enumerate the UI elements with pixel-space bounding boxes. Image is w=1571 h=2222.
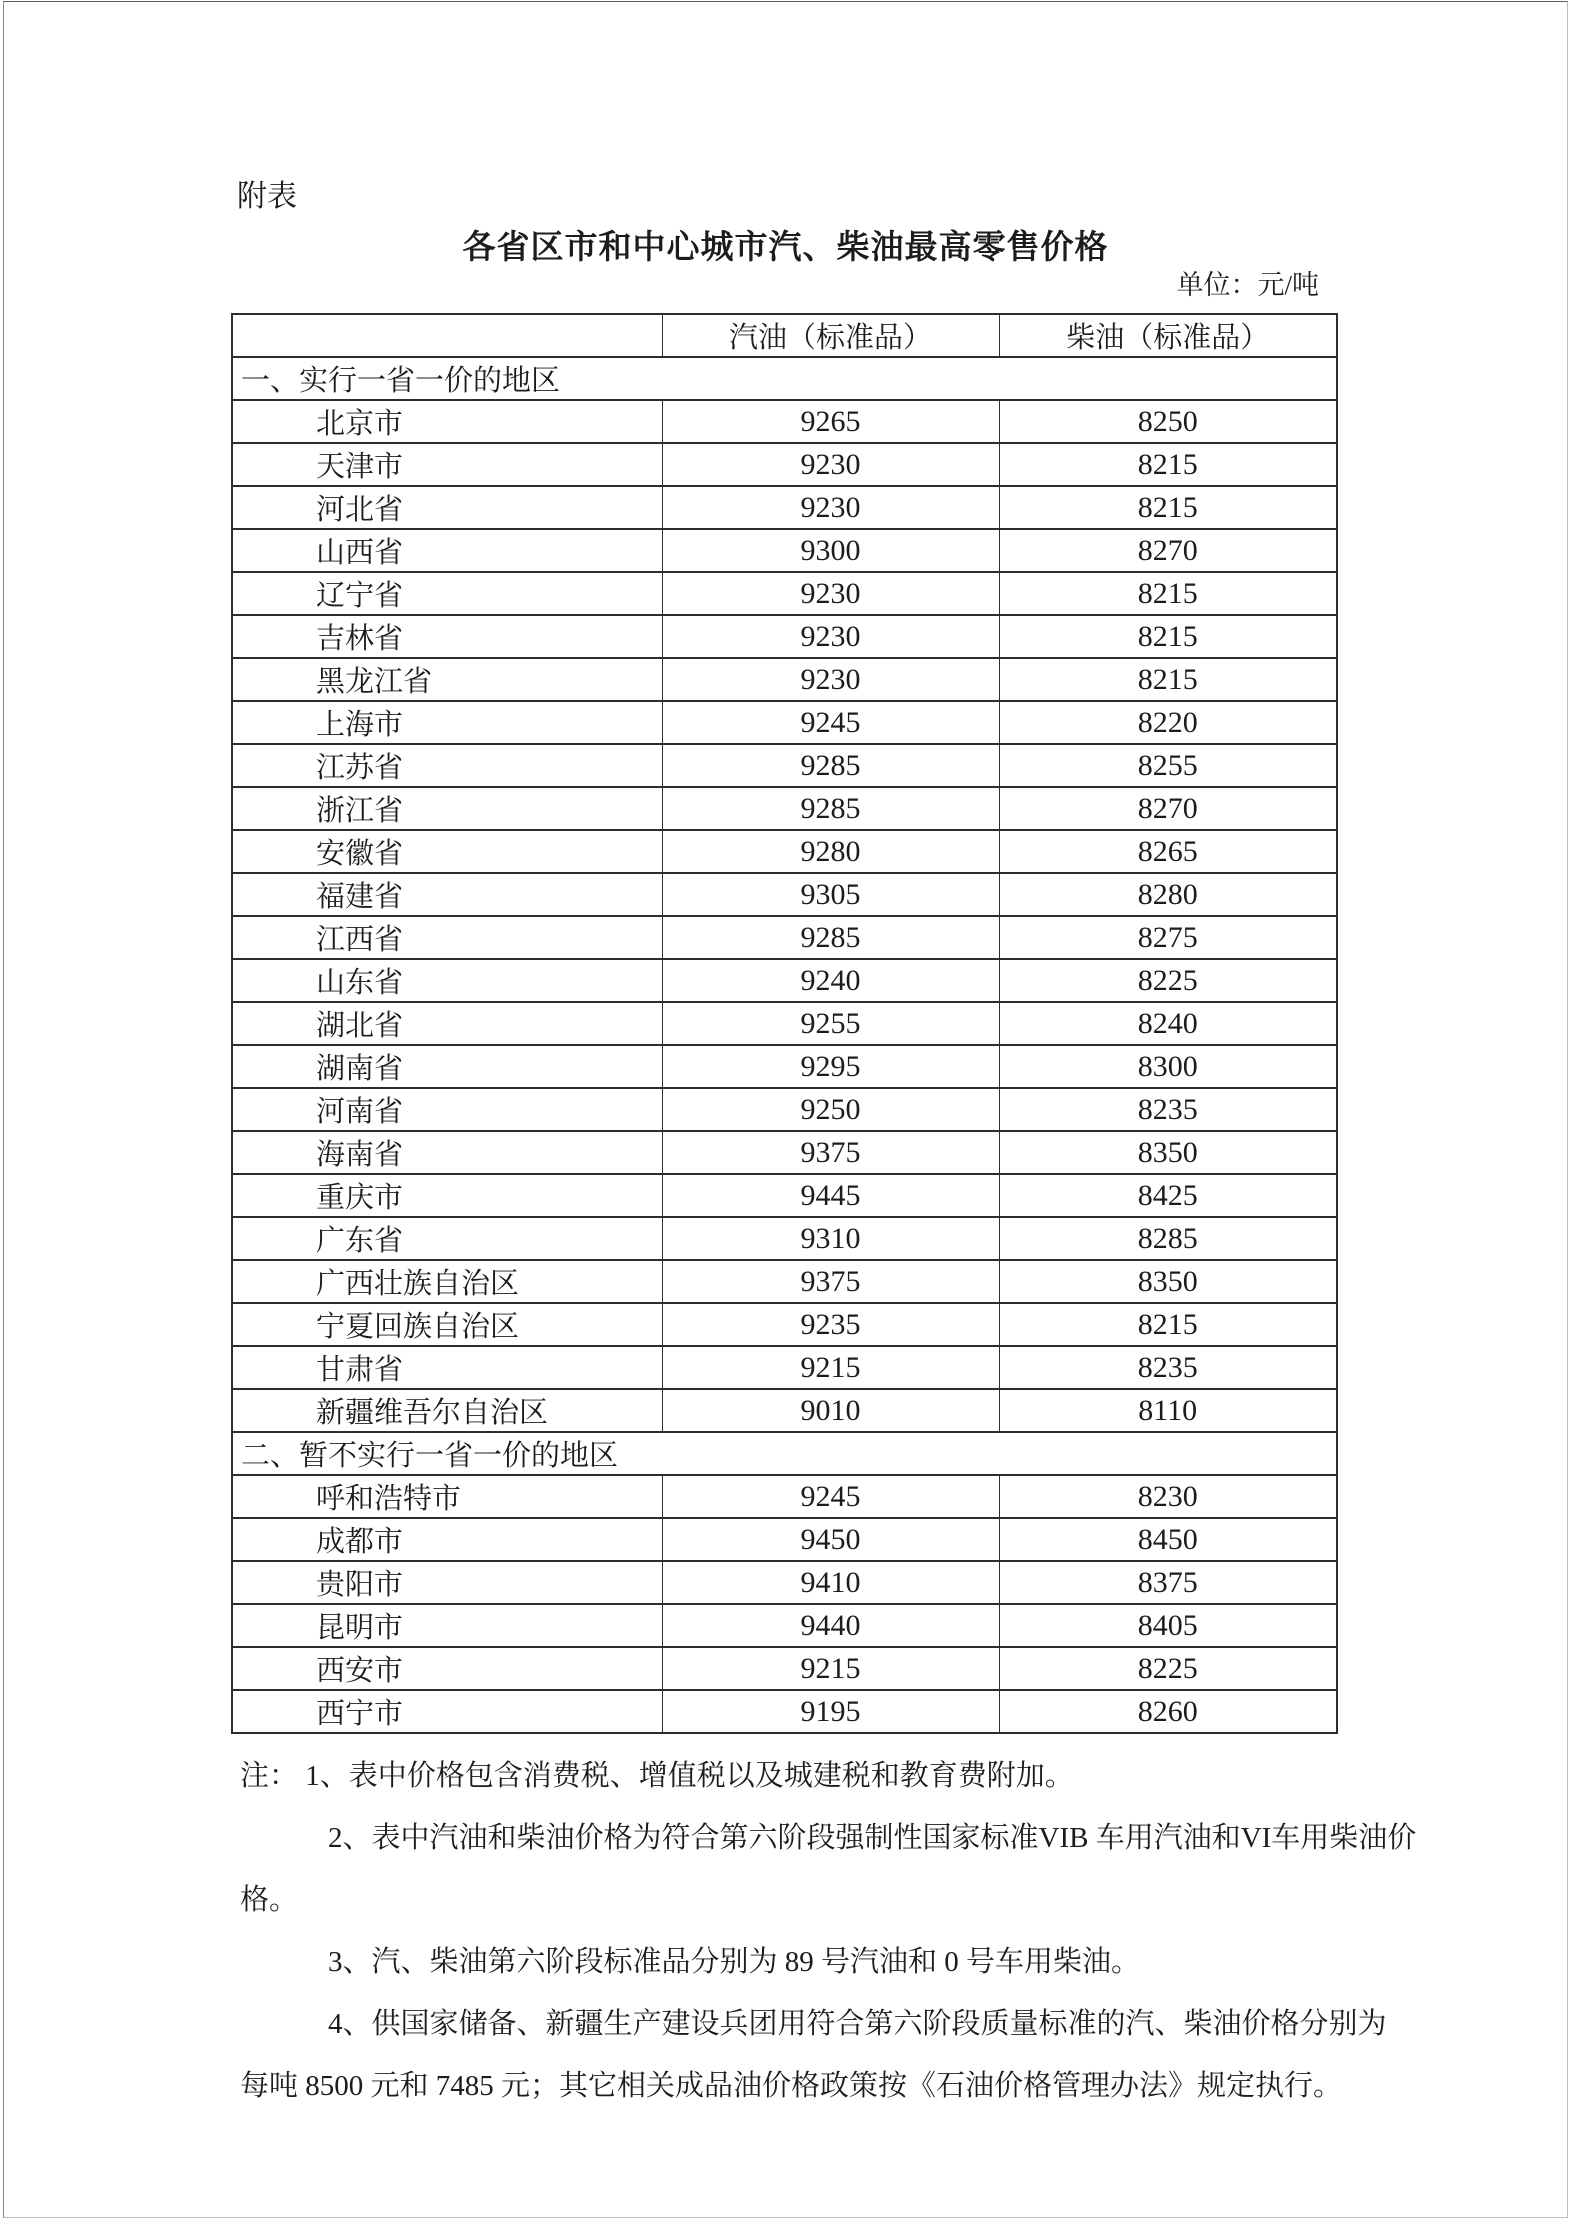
gasoline-price-cell: 9285 (662, 916, 999, 959)
diesel-price-cell: 8425 (999, 1174, 1337, 1217)
diesel-price-cell: 8405 (999, 1604, 1337, 1647)
diesel-price-cell: 8110 (999, 1389, 1337, 1432)
region-cell: 山东省 (232, 959, 662, 1002)
note-line: 注： 1、表中价格包含消费税、增值税以及城建税和教育费附加。 (240, 1760, 1074, 1792)
table-row (232, 1002, 1337, 1045)
table-row (232, 572, 1337, 615)
gasoline-price-cell: 9230 (662, 486, 999, 529)
table-row (232, 1389, 1337, 1432)
gasoline-price-cell: 9245 (662, 1475, 999, 1518)
note-line: 每吨 8500 元和 7485 元；其它相关成品油价格政策按《石油价格管理办法》规定执行。 (240, 2070, 1343, 2102)
table-row (232, 916, 1337, 959)
diesel-price-cell: 8375 (999, 1561, 1337, 1604)
gasoline-price-cell: 9230 (662, 615, 999, 658)
table-row (232, 1088, 1337, 1131)
attachment-label: 附表 (237, 180, 297, 213)
diesel-price-cell: 8215 (999, 615, 1337, 658)
region-cell: 甘肃省 (232, 1346, 662, 1389)
gasoline-price-cell: 9310 (662, 1217, 999, 1260)
region-cell: 西宁市 (232, 1690, 662, 1733)
diesel-price-cell: 8235 (999, 1346, 1337, 1389)
table-row (232, 1131, 1337, 1174)
gasoline-price-cell: 9235 (662, 1303, 999, 1346)
gasoline-price-cell: 9285 (662, 787, 999, 830)
gasoline-price-cell: 9215 (662, 1647, 999, 1690)
gasoline-price-cell: 9010 (662, 1389, 999, 1432)
notes (240, 1745, 1440, 2117)
region-column-header (232, 314, 662, 357)
section-header-cell: 一、实行一省一价的地区 (232, 357, 1337, 400)
table-row (232, 400, 1337, 443)
region-cell: 广西壮族自治区 (232, 1260, 662, 1303)
section-header-cell: 二、暂不实行一省一价的地区 (232, 1432, 1337, 1475)
table-row (232, 1260, 1337, 1303)
region-cell: 西安市 (232, 1647, 662, 1690)
region-cell: 辽宁省 (232, 572, 662, 615)
region-cell: 新疆维吾尔自治区 (232, 1389, 662, 1432)
diesel-price-cell: 8300 (999, 1045, 1337, 1088)
gasoline-price-cell: 9375 (662, 1131, 999, 1174)
diesel-price-cell: 8270 (999, 787, 1337, 830)
note-line: 2、表中汽油和柴油价格为符合第六阶段强制性国家标准VIB 车用汽油和VI车用柴油价 (328, 1822, 1417, 1854)
region-cell: 贵阳市 (232, 1561, 662, 1604)
region-cell: 湖北省 (232, 1002, 662, 1045)
region-cell: 河北省 (232, 486, 662, 529)
table-row (232, 744, 1337, 787)
diesel-column-header: 柴油（标准品） (999, 314, 1337, 357)
diesel-price-cell: 8280 (999, 873, 1337, 916)
table-row (232, 1475, 1337, 1518)
gasoline-price-cell: 9230 (662, 658, 999, 701)
table-row (232, 1217, 1337, 1260)
table-row (232, 701, 1337, 744)
diesel-price-cell: 8240 (999, 1002, 1337, 1045)
price-table-body (232, 357, 1337, 1733)
table-row (232, 486, 1337, 529)
region-cell: 江西省 (232, 916, 662, 959)
region-cell: 安徽省 (232, 830, 662, 873)
table-row (232, 873, 1337, 916)
diesel-price-cell: 8260 (999, 1690, 1337, 1733)
diesel-price-cell: 8450 (999, 1518, 1337, 1561)
gasoline-price-cell: 9230 (662, 443, 999, 486)
region-cell: 江苏省 (232, 744, 662, 787)
diesel-price-cell: 8285 (999, 1217, 1337, 1260)
region-cell: 吉林省 (232, 615, 662, 658)
region-cell: 山西省 (232, 529, 662, 572)
unit-label: 单位：元/吨 (1176, 270, 1319, 300)
table-row (232, 615, 1337, 658)
region-cell: 北京市 (232, 400, 662, 443)
gasoline-price-cell: 9255 (662, 1002, 999, 1045)
region-cell: 浙江省 (232, 787, 662, 830)
gasoline-price-cell: 9295 (662, 1045, 999, 1088)
region-cell: 重庆市 (232, 1174, 662, 1217)
note-line: 格。 (240, 1884, 299, 1916)
note-line: 4、供国家储备、新疆生产建设兵团用符合第六阶段质量标准的汽、柴油价格分别为 (328, 2008, 1387, 2040)
diesel-price-cell: 8350 (999, 1131, 1337, 1174)
region-cell: 广东省 (232, 1217, 662, 1260)
section-header-row (232, 1432, 1337, 1475)
gasoline-price-cell: 9450 (662, 1518, 999, 1561)
region-cell: 福建省 (232, 873, 662, 916)
gasoline-price-cell: 9215 (662, 1346, 999, 1389)
diesel-price-cell: 8275 (999, 916, 1337, 959)
region-cell: 湖南省 (232, 1045, 662, 1088)
region-cell: 天津市 (232, 443, 662, 486)
gasoline-price-cell: 9250 (662, 1088, 999, 1131)
diesel-price-cell: 8270 (999, 529, 1337, 572)
gasoline-price-cell: 9410 (662, 1561, 999, 1604)
diesel-price-cell: 8215 (999, 486, 1337, 529)
gasoline-price-cell: 9305 (662, 873, 999, 916)
diesel-price-cell: 8265 (999, 830, 1337, 873)
diesel-price-cell: 8250 (999, 400, 1337, 443)
gasoline-price-cell: 9240 (662, 959, 999, 1002)
region-cell: 河南省 (232, 1088, 662, 1131)
diesel-price-cell: 8225 (999, 1647, 1337, 1690)
diesel-price-cell: 8215 (999, 443, 1337, 486)
region-cell: 海南省 (232, 1131, 662, 1174)
diesel-price-cell: 8220 (999, 701, 1337, 744)
table-header-row (232, 314, 1337, 357)
table-row (232, 830, 1337, 873)
region-cell: 上海市 (232, 701, 662, 744)
table-row (232, 658, 1337, 701)
table-row (232, 1647, 1337, 1690)
table-row (232, 1303, 1337, 1346)
table-row (232, 1690, 1337, 1733)
region-cell: 宁夏回族自治区 (232, 1303, 662, 1346)
table-row (232, 529, 1337, 572)
table-row (232, 959, 1337, 1002)
gasoline-price-cell: 9300 (662, 529, 999, 572)
gasoline-price-cell: 9445 (662, 1174, 999, 1217)
table-row (232, 1346, 1337, 1389)
note-line: 3、汽、柴油第六阶段标准品分别为 89 号汽油和 0 号车用柴油。 (328, 1946, 1141, 1978)
diesel-price-cell: 8235 (999, 1088, 1337, 1131)
gasoline-column-header: 汽油（标准品） (662, 314, 999, 357)
gasoline-price-cell: 9440 (662, 1604, 999, 1647)
table-row (232, 1518, 1337, 1561)
price-table (231, 313, 1338, 1734)
region-cell: 昆明市 (232, 1604, 662, 1647)
diesel-price-cell: 8215 (999, 658, 1337, 701)
table-row (232, 1174, 1337, 1217)
gasoline-price-cell: 9375 (662, 1260, 999, 1303)
table-row (232, 1561, 1337, 1604)
gasoline-price-cell: 9245 (662, 701, 999, 744)
table-row (232, 443, 1337, 486)
gasoline-price-cell: 9230 (662, 572, 999, 615)
gasoline-price-cell: 9285 (662, 744, 999, 787)
diesel-price-cell: 8255 (999, 744, 1337, 787)
diesel-price-cell: 8230 (999, 1475, 1337, 1518)
diesel-price-cell: 8215 (999, 572, 1337, 615)
table-row (232, 1604, 1337, 1647)
page-title: 各省区市和中心城市汽、柴油最高零售价格 (462, 228, 1109, 265)
gasoline-price-cell: 9280 (662, 830, 999, 873)
diesel-price-cell: 8225 (999, 959, 1337, 1002)
gasoline-price-cell: 9265 (662, 400, 999, 443)
region-cell: 呼和浩特市 (232, 1475, 662, 1518)
section-header-row (232, 357, 1337, 400)
region-cell: 黑龙江省 (232, 658, 662, 701)
gasoline-price-cell: 9195 (662, 1690, 999, 1733)
table-row (232, 1045, 1337, 1088)
table-row (232, 787, 1337, 830)
region-cell: 成都市 (232, 1518, 662, 1561)
diesel-price-cell: 8215 (999, 1303, 1337, 1346)
diesel-price-cell: 8350 (999, 1260, 1337, 1303)
